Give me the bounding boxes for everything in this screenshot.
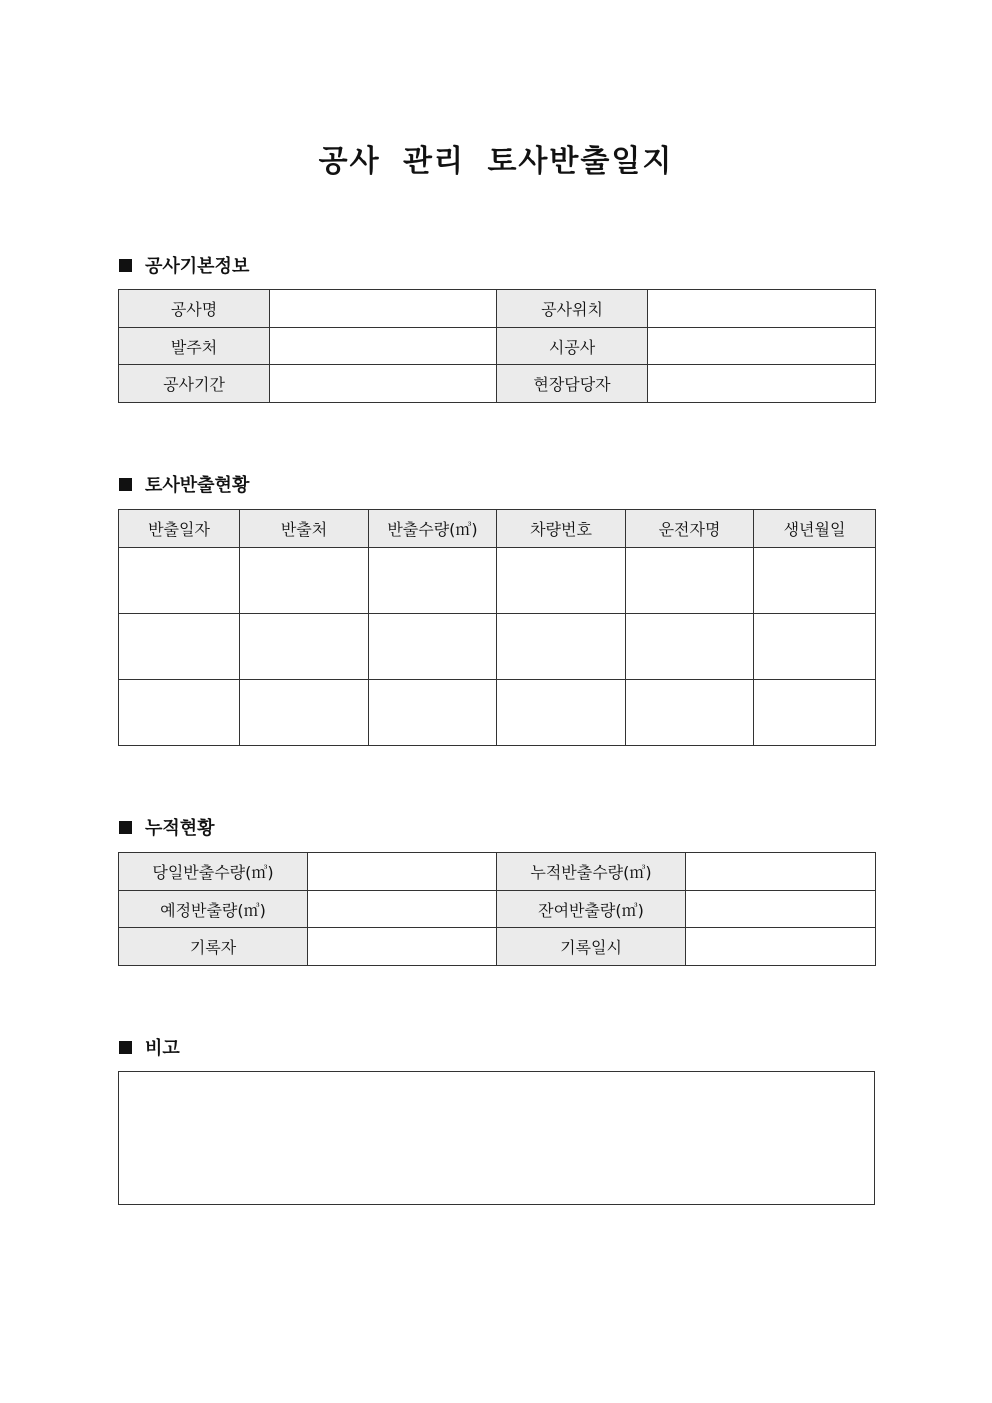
cumulative-table bbox=[118, 852, 876, 966]
field-label: 현장담당자 bbox=[497, 365, 648, 403]
column-header: 차량번호 bbox=[497, 510, 626, 548]
table-cell[interactable] bbox=[754, 614, 876, 680]
table-row bbox=[119, 328, 876, 365]
client-field[interactable] bbox=[270, 328, 497, 365]
field-label: 기록일시 bbox=[497, 928, 686, 966]
table-row bbox=[119, 548, 876, 614]
contractor-field[interactable] bbox=[648, 328, 876, 365]
table-cell[interactable] bbox=[369, 680, 497, 746]
table-cell[interactable] bbox=[369, 614, 497, 680]
table-cell[interactable] bbox=[497, 548, 626, 614]
column-header: 반출일자 bbox=[119, 510, 240, 548]
field-label: 시공사 bbox=[497, 328, 648, 365]
column-header: 반출수량(㎥) bbox=[369, 510, 497, 548]
export-table bbox=[118, 509, 876, 746]
table-cell[interactable] bbox=[240, 548, 369, 614]
square-bullet-icon bbox=[119, 259, 132, 272]
table-row bbox=[119, 853, 876, 891]
section-cumulative-heading bbox=[119, 815, 215, 839]
section-export-title: 토사반출현황 bbox=[145, 475, 250, 496]
field-label: 잔여반출량(㎥) bbox=[497, 891, 686, 928]
column-header: 생년월일 bbox=[754, 510, 876, 548]
recorder-field[interactable] bbox=[308, 928, 497, 966]
section-remarks-title: 비고 bbox=[145, 1038, 180, 1059]
field-label: 공사명 bbox=[119, 290, 270, 328]
section-remarks-heading bbox=[119, 1035, 180, 1059]
table-cell[interactable] bbox=[497, 614, 626, 680]
basic-info-table bbox=[118, 289, 876, 403]
section-basic-heading bbox=[119, 253, 249, 277]
section-export-heading bbox=[119, 472, 249, 496]
table-cell[interactable] bbox=[240, 614, 369, 680]
table-row bbox=[119, 614, 876, 680]
table-row bbox=[119, 891, 876, 928]
table-row bbox=[119, 365, 876, 403]
remaining-export-volume-field[interactable] bbox=[686, 891, 876, 928]
table-row bbox=[119, 680, 876, 746]
field-label: 발주처 bbox=[119, 328, 270, 365]
table-cell[interactable] bbox=[119, 614, 240, 680]
site-manager-field[interactable] bbox=[648, 365, 876, 403]
field-label: 공사위치 bbox=[497, 290, 648, 328]
project-name-field[interactable] bbox=[270, 290, 497, 328]
column-header: 반출처 bbox=[240, 510, 369, 548]
field-label: 누적반출수량(㎥) bbox=[497, 853, 686, 891]
table-cell[interactable] bbox=[119, 680, 240, 746]
field-label: 공사기간 bbox=[119, 365, 270, 403]
field-label: 기록자 bbox=[119, 928, 308, 966]
planned-export-volume-field[interactable] bbox=[308, 891, 497, 928]
remarks-box[interactable] bbox=[118, 1071, 875, 1205]
table-header-row bbox=[119, 510, 876, 548]
section-basic-title: 공사기본정보 bbox=[145, 256, 250, 277]
table-cell[interactable] bbox=[626, 548, 754, 614]
daily-export-volume-field[interactable] bbox=[308, 853, 497, 891]
table-row bbox=[119, 928, 876, 966]
section-cumulative-title: 누적현황 bbox=[145, 818, 215, 839]
table-cell[interactable] bbox=[754, 680, 876, 746]
table-cell[interactable] bbox=[754, 548, 876, 614]
field-label: 당일반출수량(㎥) bbox=[119, 853, 308, 891]
project-location-field[interactable] bbox=[648, 290, 876, 328]
record-datetime-field[interactable] bbox=[686, 928, 876, 966]
table-cell[interactable] bbox=[497, 680, 626, 746]
field-label: 예정반출량(㎥) bbox=[119, 891, 308, 928]
table-cell[interactable] bbox=[119, 548, 240, 614]
square-bullet-icon bbox=[119, 478, 132, 491]
square-bullet-icon bbox=[119, 821, 132, 834]
square-bullet-icon bbox=[119, 1041, 132, 1054]
table-cell[interactable] bbox=[626, 680, 754, 746]
project-period-field[interactable] bbox=[270, 365, 497, 403]
column-header: 운전자명 bbox=[626, 510, 754, 548]
table-cell[interactable] bbox=[240, 680, 369, 746]
cumulative-export-volume-field[interactable] bbox=[686, 853, 876, 891]
table-cell[interactable] bbox=[626, 614, 754, 680]
table-row bbox=[119, 290, 876, 328]
page-title: 공사 관리 토사반출일지 bbox=[318, 144, 674, 179]
table-cell[interactable] bbox=[369, 548, 497, 614]
